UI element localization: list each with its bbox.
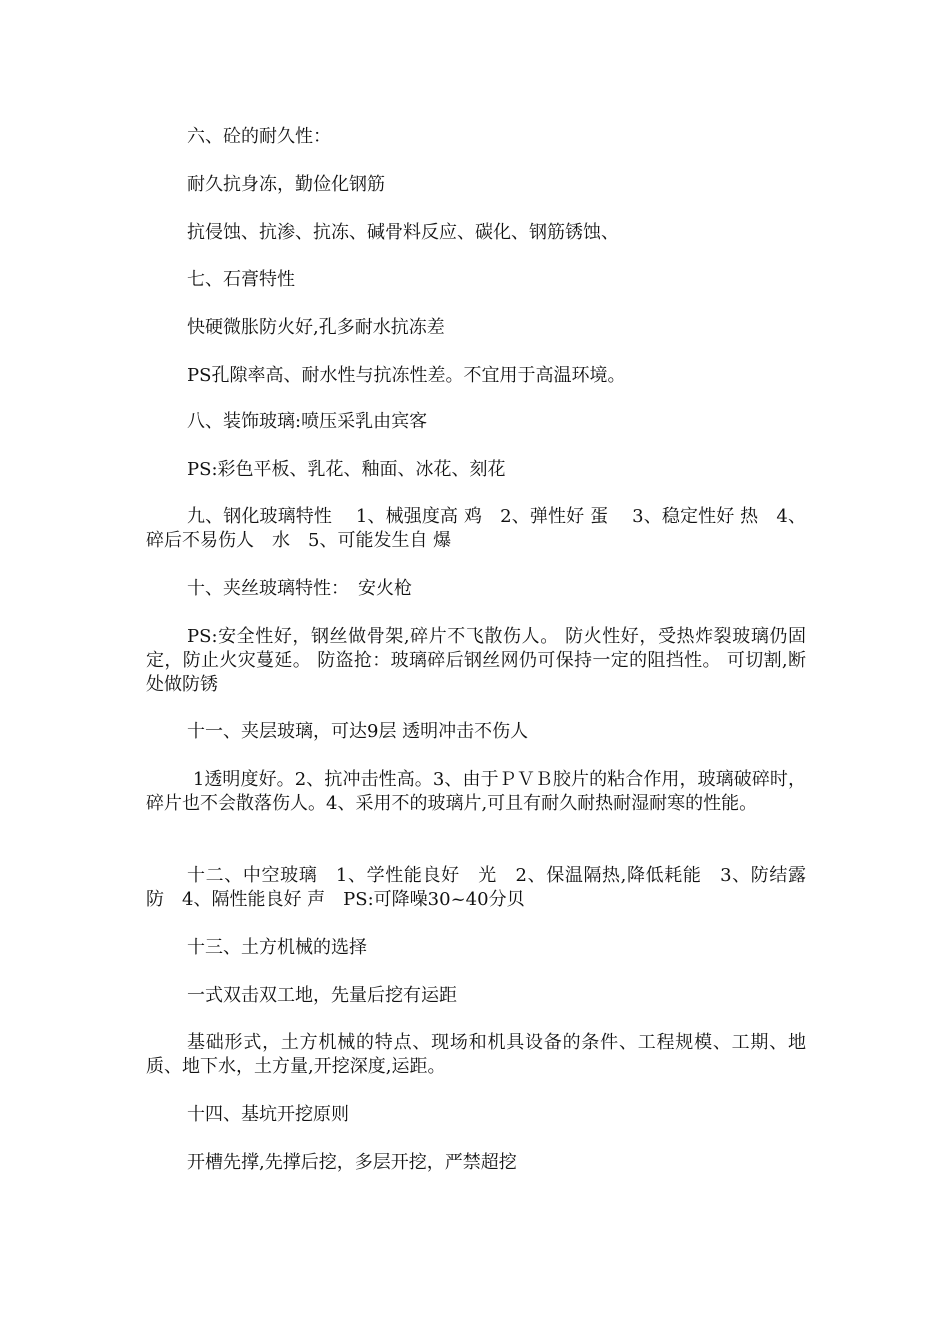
heading-insulating-glass: 十二、中空玻璃 1、学性能良好 光 2、保温隔热,降低耗能 3、防结露 防 4、隔性能良好 声 PS:可降噪30~40分贝 bbox=[146, 865, 824, 910]
text-pit-excavation: 开槽先撑,先撑后挖，多层开挖，严禁超挖 bbox=[187, 1152, 517, 1173]
heading-tempered-glass: 九、钢化玻璃特性 1、械强度高 鸡 2、弹性好 蛋 3、稳定性好 热 4、碎后不易伤人 水 5、可能发生自 爆 bbox=[146, 506, 806, 551]
note-gypsum: PS孔隙率高、耐水性与抗冻性差。不宜用于高温环境。 bbox=[187, 365, 626, 386]
note-wired-glass: PS:安全性好，钢丝做骨架,碎片不飞散伤人。 防火性好，受热炸裂玻璃仍固定，防止火灾蔓延。 防盗抢：玻璃碎后钢丝网仍可保持一定的阻挡性。 可切割,断处做防锈 bbox=[146, 626, 806, 695]
heading-laminated-glass: 十一、夹层玻璃，可达9层 透明冲击不伤人 bbox=[187, 721, 529, 742]
mnemonic-gypsum: 快硬微胀防火好,孔多耐水抗冻差 bbox=[187, 317, 445, 338]
text-earthwork-machinery: 基础形式，土方机械的特点、现场和机具设备的条件、工程规模、工期、地质、地下水，土方量,开挖深度,运距。 bbox=[146, 1032, 806, 1077]
heading-wired-glass: 十、夹丝玻璃特性： 安火枪 bbox=[187, 578, 412, 599]
text-laminated-glass: 1透明度好。2、抗冲击性高。3、由于ＰＶＢ胶片的粘合作用，玻璃破碎时，碎片也不会散落伤人。4、采用不的玻璃片,可且有耐久耐热耐湿耐寒的性能。 bbox=[146, 769, 806, 814]
heading-decorative-glass: 八、装饰玻璃:喷压采乳由宾客 bbox=[187, 411, 428, 432]
heading-earthwork-machinery: 十三、土方机械的选择 bbox=[187, 937, 367, 958]
heading-concrete-durability: 六、砼的耐久性： bbox=[187, 126, 331, 147]
text-concrete-durability: 抗侵蚀、抗渗、抗冻、碱骨料反应、碳化、钢筋锈蚀、 bbox=[187, 222, 619, 243]
mnemonic-concrete-durability: 耐久抗身冻，勤俭化钢筋 bbox=[187, 174, 385, 195]
mnemonic-earthwork-machinery: 一式双击双工地，先量后挖有运距 bbox=[187, 985, 457, 1006]
heading-gypsum-properties: 七、石膏特性 bbox=[187, 269, 295, 290]
heading-pit-excavation: 十四、基坑开挖原则 bbox=[187, 1104, 349, 1125]
note-decorative-glass: PS:彩色平板、乳花、釉面、冰花、刻花 bbox=[187, 459, 506, 480]
